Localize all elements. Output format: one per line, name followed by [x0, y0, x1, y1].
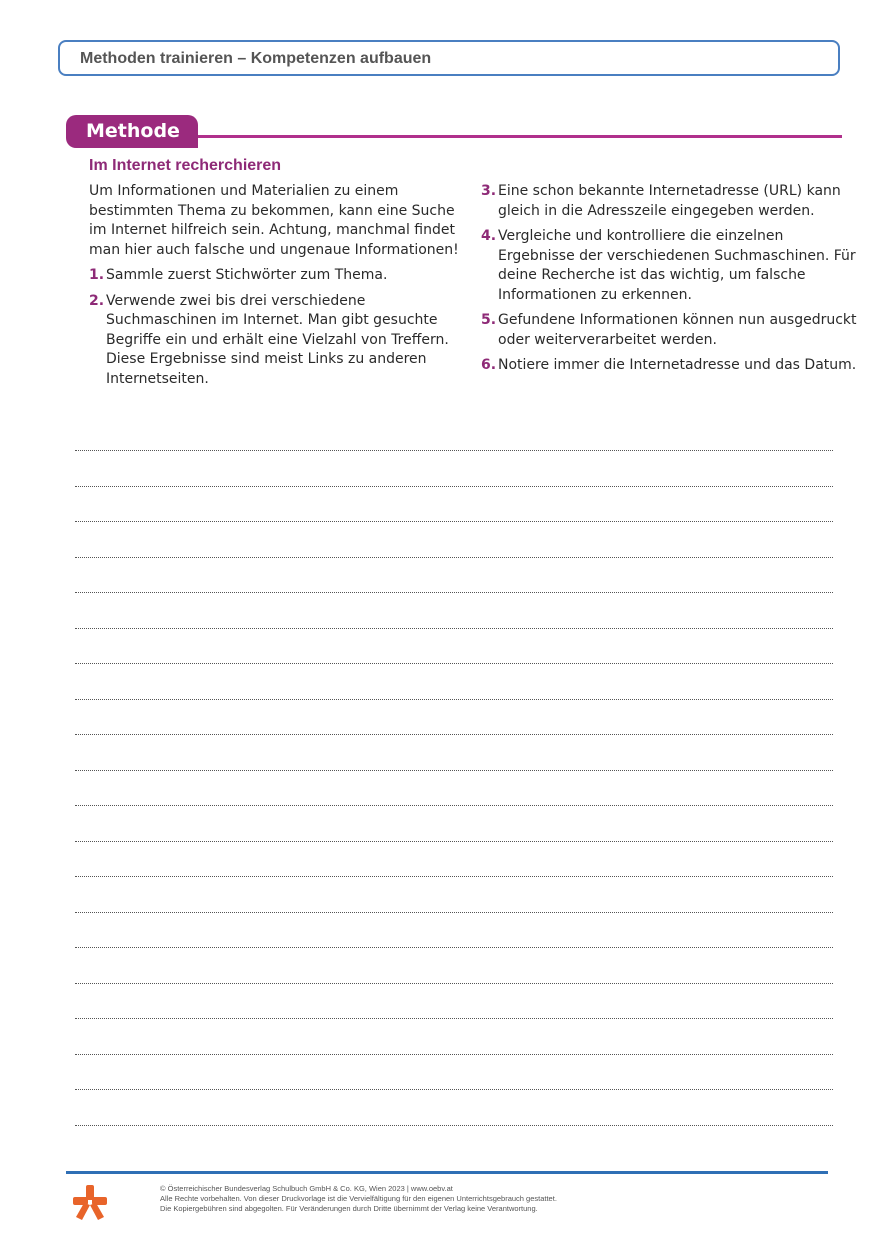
step-5: [481, 311, 861, 350]
step-text: Gefundene Informationen können nun ausgedruckt oder weiterverarbeitet werden.: [498, 312, 857, 348]
step-4: [481, 227, 861, 305]
step-number: 1.: [89, 267, 105, 283]
step-number: 2.: [89, 292, 105, 309]
writing-line[interactable]: [75, 1054, 833, 1055]
writing-line[interactable]: [75, 557, 833, 558]
left-column: [89, 182, 461, 395]
writing-line[interactable]: [75, 734, 833, 735]
step-1: [89, 266, 461, 286]
step-number: 6.: [481, 357, 497, 373]
footer-copyright: [160, 1184, 557, 1214]
header-box: [58, 40, 840, 76]
writing-line[interactable]: [75, 1125, 833, 1126]
step-text: Notiere immer die Internetadresse und das Datum.: [498, 357, 857, 373]
writing-line[interactable]: [75, 770, 833, 771]
method-tab: Methode: [66, 115, 198, 148]
step-3: [481, 182, 861, 221]
step-6: [481, 356, 861, 376]
footer-line-1: © Österreichischer Bundesverlag Schulbuch GmbH & Co. KG, Wien 2023 | www.oebv.at: [160, 1184, 453, 1193]
page-title: Methoden trainieren – Kompetenzen aufbauen: [80, 50, 432, 67]
writing-line[interactable]: [75, 450, 833, 451]
step-number: 4.: [481, 228, 497, 244]
step-text: Vergleiche und kontrolliere die einzelnen Ergebnisse der verschiedenen Suchmaschinen. Für deine Recherche ist das wichtig, um falsche Informationen zu erkennen.: [498, 228, 856, 303]
intro-text: Um Informationen und Materialien zu einem bestimmten Thema zu bekommen, kann eine Suche im Internet hilfreich sein. Achtung, manchmal findet man hier auch falsche und ungenaue Informationen!: [89, 183, 459, 258]
writing-line[interactable]: [75, 663, 833, 664]
method-divider: [198, 135, 842, 138]
footer-line-2: Alle Rechte vorbehalten. Von dieser Druckvorlage ist die Vervielfältigung für den eigenen Unterrichtsgebrauch gestattet.: [160, 1194, 557, 1203]
writing-line[interactable]: [75, 486, 833, 487]
right-column: [481, 182, 861, 382]
oebv-star-logo-icon: [70, 1184, 110, 1222]
step-number: 3.: [481, 183, 497, 199]
writing-line[interactable]: [75, 592, 833, 593]
step-2: [89, 292, 461, 390]
writing-line[interactable]: [75, 983, 833, 984]
footer-line-3: Die Kopiergebühren sind abgegolten. Für Veränderungen durch Dritte übernimmt der Verlag keine Verantwortung.: [160, 1204, 538, 1213]
step-text: Eine schon bekannte Internetadresse (URL) kann gleich in die Adresszeile eingegeben werden.: [498, 183, 841, 219]
writing-line[interactable]: [75, 699, 833, 700]
writing-line[interactable]: [75, 912, 833, 913]
step-text: Verwende zwei bis drei verschiedene Suchmaschinen im Internet. Man gibt gesuchte Begriffe ein und erhält eine Vielzahl von Treffern. Diese Ergebnisse sind meist Links zu anderen Internetseiten.: [106, 292, 449, 387]
writing-lines: [75, 450, 833, 1160]
writing-line[interactable]: [75, 805, 833, 806]
footer-divider: [66, 1171, 828, 1174]
section-title: Im Internet recherchieren: [89, 157, 282, 174]
writing-line[interactable]: [75, 876, 833, 877]
step-text: Sammle zuerst Stichwörter zum Thema.: [106, 267, 388, 283]
writing-line[interactable]: [75, 521, 833, 522]
writing-line[interactable]: [75, 628, 833, 629]
step-number: 5.: [481, 312, 497, 328]
writing-line[interactable]: [75, 1089, 833, 1090]
writing-line[interactable]: [75, 947, 833, 948]
writing-line[interactable]: [75, 1018, 833, 1019]
writing-line[interactable]: [75, 841, 833, 842]
